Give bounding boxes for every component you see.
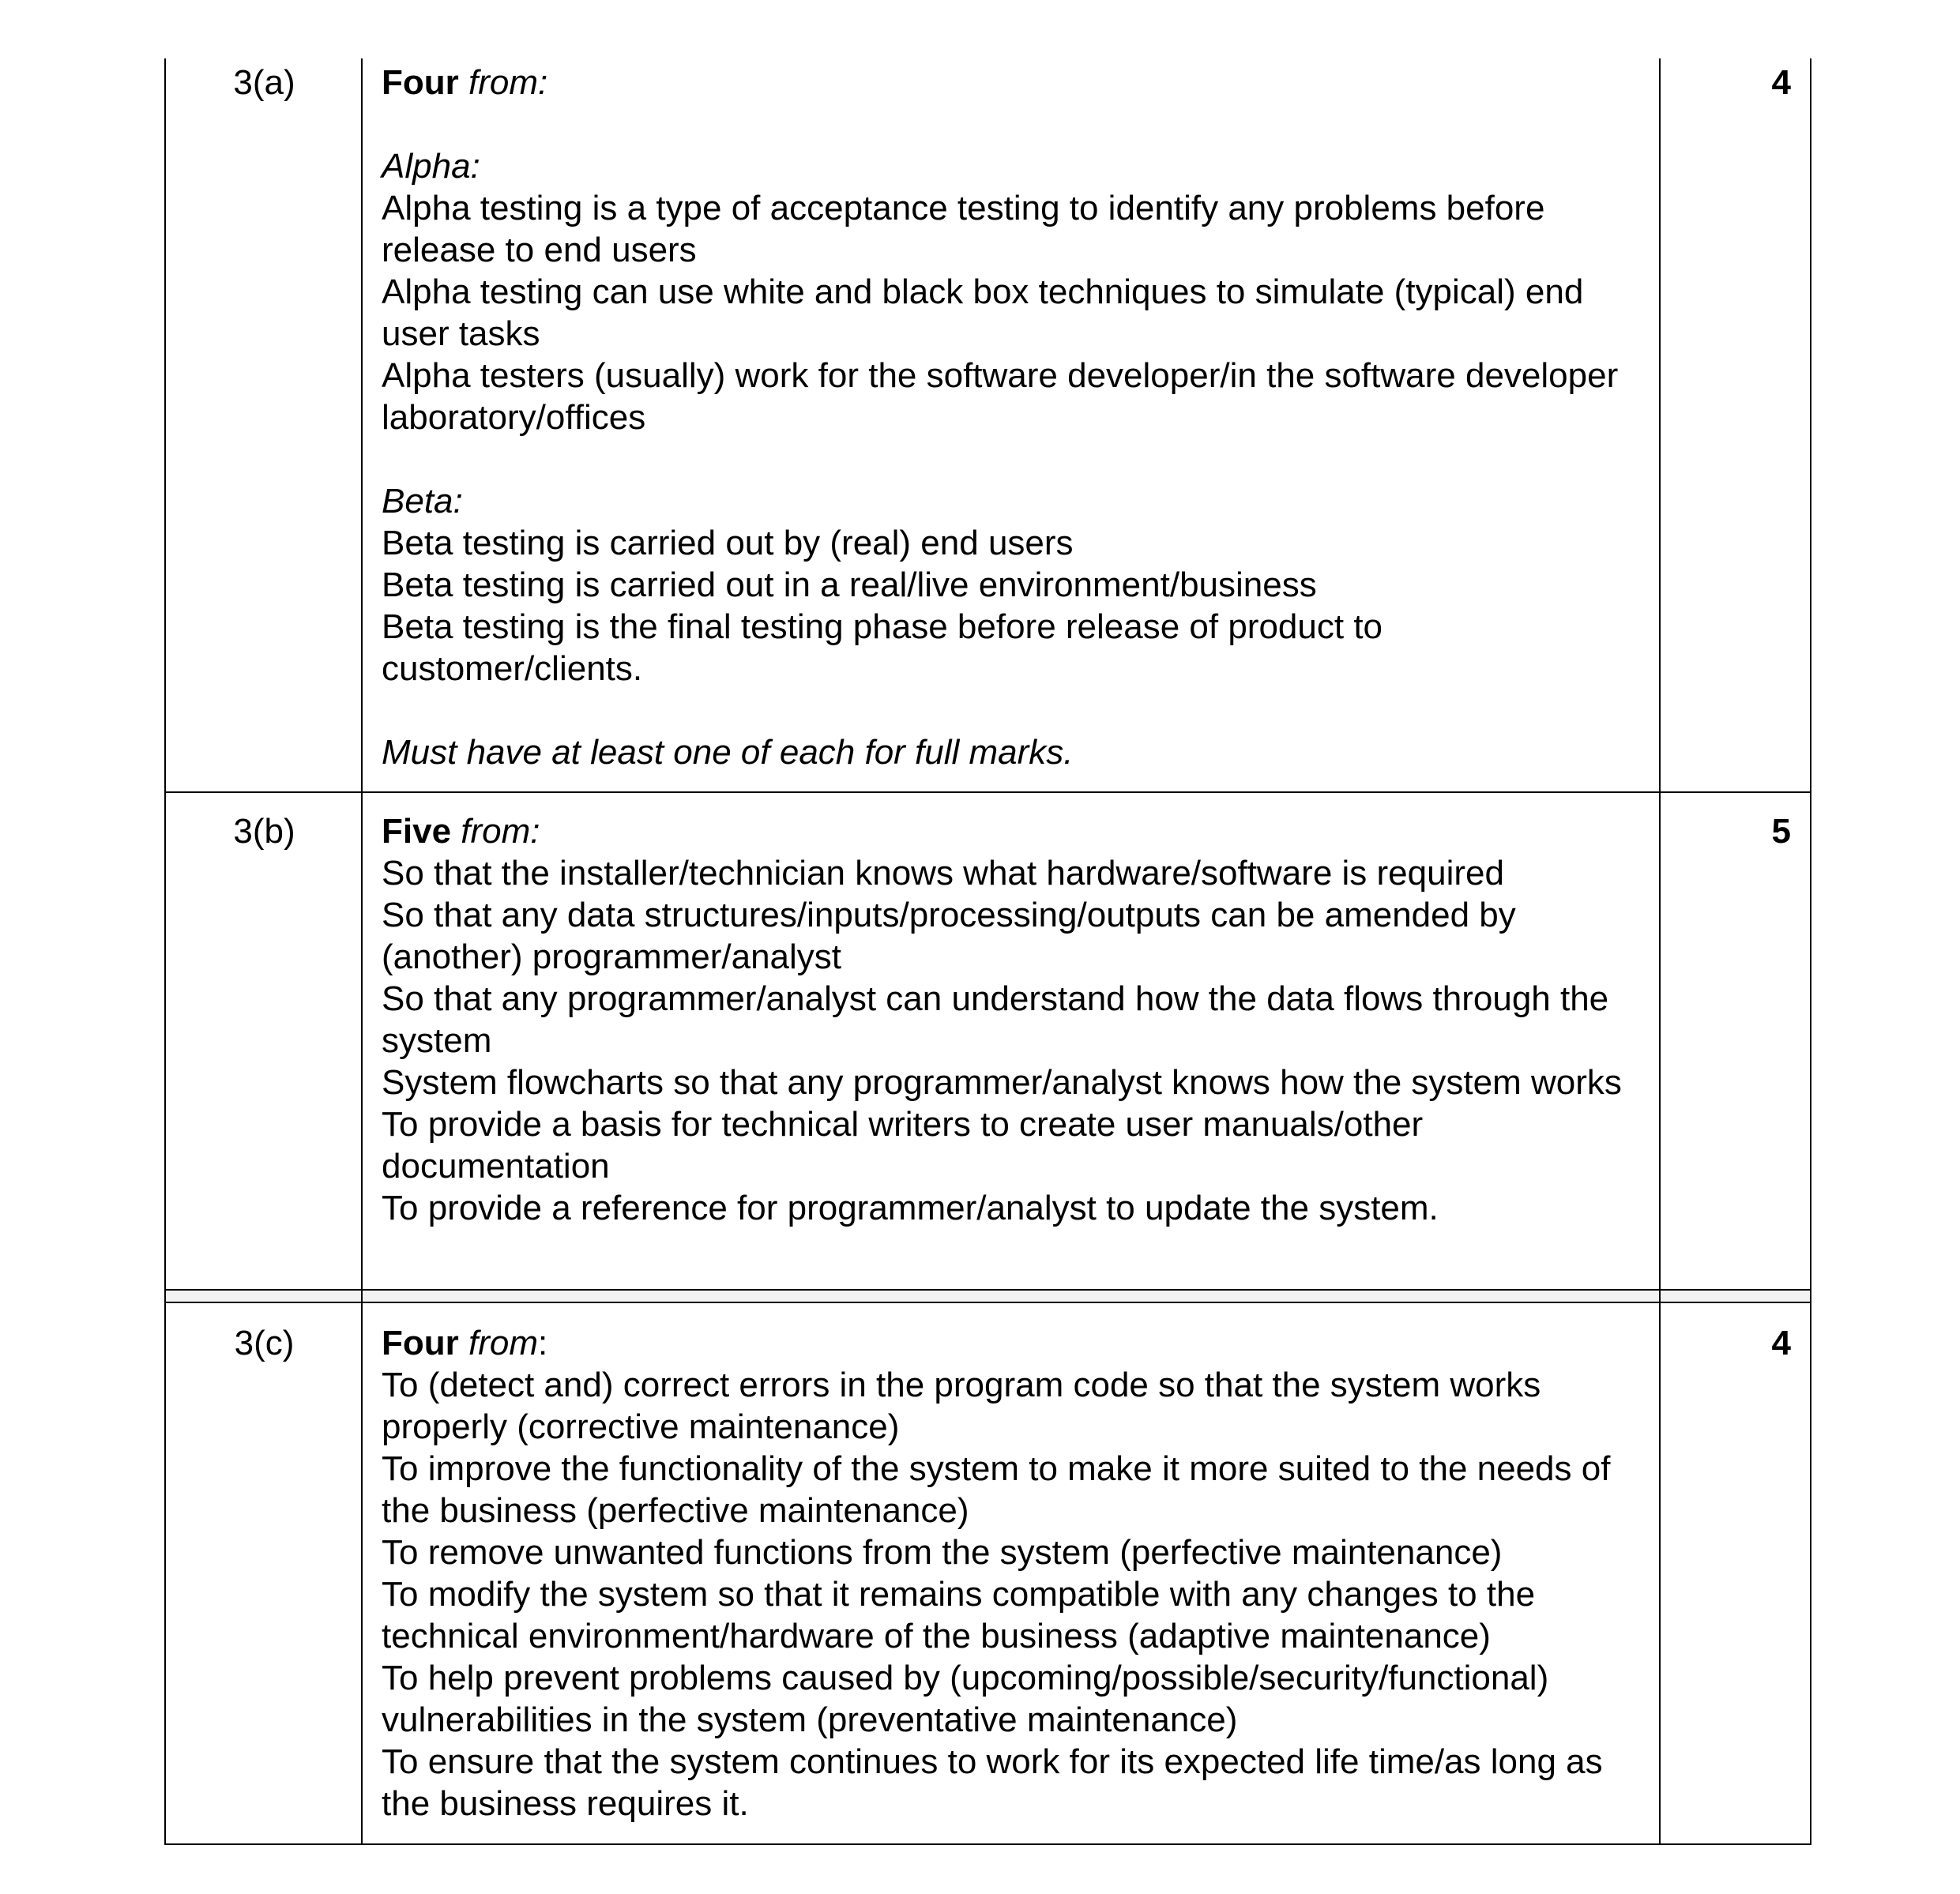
heading-bold: Five <box>382 812 452 851</box>
answer-cell <box>363 791 1661 1289</box>
answer-line: To modify the system so that it remains compatible with any changes to the technical environment/hardware of the business (adaptive maintenance) <box>382 1575 1536 1655</box>
alpha-label: Alpha: <box>382 147 480 186</box>
answer-line: So that any data structures/inputs/processing/outputs can be amended by (another) programmer/analyst <box>382 896 1516 976</box>
answer-heading <box>382 62 1646 103</box>
mark-scheme-row-3c <box>164 1303 1811 1845</box>
marks-value: 5 <box>1771 812 1791 851</box>
marks-cell <box>1661 791 1810 1289</box>
answer-line: To provide a reference for programmer/analyst to update the system. <box>382 1189 1439 1227</box>
answer-line: So that any programmer/analyst can understand how the data flows through the system <box>382 979 1609 1060</box>
beta-line: Beta testing is the final testing phase before release of product to customer/clients. <box>382 607 1383 688</box>
answer-text <box>382 1322 1646 1824</box>
heading-colon: : <box>538 1324 548 1362</box>
answer-line: To help prevent problems caused by (upcoming/possible/security/functional) vulnerabilities in the system (preventative maintenance) <box>382 1659 1549 1739</box>
mark-scheme-row-3b <box>164 791 1811 1291</box>
marks-value: 4 <box>1771 1324 1791 1362</box>
answer-cell <box>363 1303 1661 1843</box>
answer-line: To (detect and) correct errors in the program code so that the system works properly (corrective maintenance) <box>382 1366 1541 1446</box>
answer-line: To remove unwanted functions from the system (perfective maintenance) <box>382 1533 1503 1572</box>
question-cell <box>166 1303 363 1843</box>
alpha-line: Alpha testers (usually) work for the software developer/in the software developer laboratory/offices <box>382 356 1619 437</box>
answer-line: System flowcharts so that any programmer/analyst knows how the system works <box>382 1063 1622 1102</box>
heading-bold: Four <box>382 1324 459 1362</box>
marks-cell <box>1661 1303 1810 1843</box>
alpha-line: Alpha testing is a type of acceptance testing to identify any problems before release to end users <box>382 189 1545 269</box>
heading-bold: Four <box>382 63 459 102</box>
answer-heading <box>382 1322 1646 1364</box>
answer-line: To provide a basis for technical writers to create user manuals/other documentation <box>382 1105 1424 1186</box>
heading-from: from <box>468 1324 538 1362</box>
marks-cell <box>1661 58 1810 791</box>
heading-from: from: <box>458 63 548 102</box>
question-number: 3(a) <box>233 63 295 102</box>
question-cell <box>166 58 363 791</box>
answer-line: To ensure that the system continues to work for its expected life time/as long as the business requires it. <box>382 1742 1603 1823</box>
question-number: 3(b) <box>233 812 295 851</box>
marks-value: 4 <box>1771 63 1791 102</box>
beta-line: Beta testing is carried out in a real/live environment/business <box>382 566 1317 604</box>
answer-text <box>382 62 1646 773</box>
mark-scheme-row-3a <box>164 58 1811 793</box>
answer-line: So that the installer/technician knows what hardware/software is required <box>382 854 1504 893</box>
alpha-line: Alpha testing can use white and black box techniques to simulate (typical) end user tasks <box>382 272 1584 353</box>
heading-from: from: <box>451 812 540 851</box>
answer-line: To improve the functionality of the system to make it more suited to the needs of the business (perfective maintenance) <box>382 1449 1611 1530</box>
answer-heading <box>382 810 1646 852</box>
row-separator <box>164 1291 1811 1303</box>
answer-text <box>382 810 1646 1229</box>
beta-line: Beta testing is carried out by (real) end users <box>382 524 1074 562</box>
answer-cell <box>363 58 1661 791</box>
beta-label: Beta: <box>382 482 463 520</box>
marking-note: Must have at least one of each for full marks. <box>382 733 1074 772</box>
question-number: 3(c) <box>234 1324 295 1362</box>
question-cell <box>166 791 363 1289</box>
